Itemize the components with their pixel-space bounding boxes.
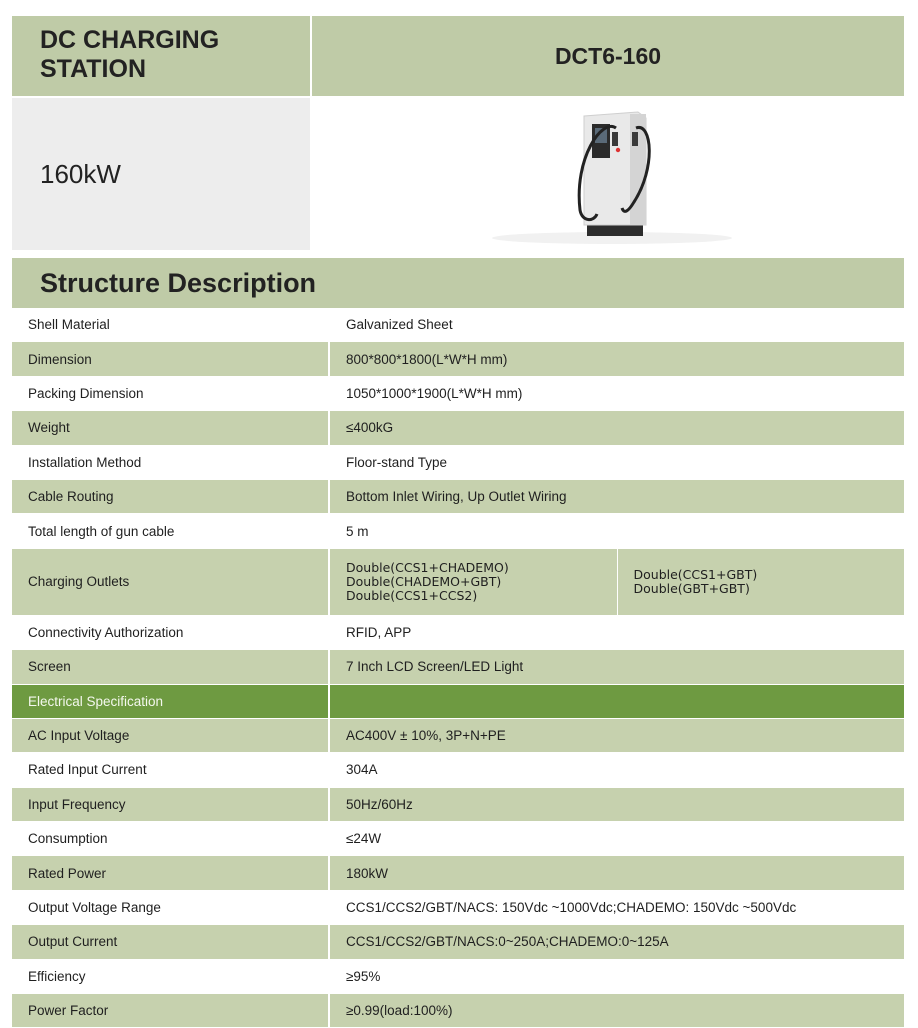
- spec-label: Consumption: [12, 822, 329, 856]
- spec-label: Charging Outlets: [12, 548, 329, 615]
- spec-row: [12, 445, 904, 479]
- product-image-cell: [312, 98, 904, 250]
- spec-label: Rated Input Current: [12, 753, 329, 787]
- spec-value: ≤24W: [329, 822, 904, 856]
- spec-row: [12, 925, 904, 959]
- spec-label: Electrical Specification: [12, 684, 329, 718]
- spec-value: 5 m: [329, 514, 904, 548]
- spec-row: [12, 548, 904, 615]
- spec-label: Cable Routing: [12, 479, 329, 513]
- spec-label: Installation Method: [12, 445, 329, 479]
- spec-value: Galvanized Sheet: [329, 308, 904, 342]
- spec-label: Power Factor: [12, 994, 329, 1028]
- spec-value: ≥0.99(load:100%): [329, 994, 904, 1028]
- spec-label: Packing Dimension: [12, 376, 329, 410]
- spec-row: [12, 959, 904, 993]
- dc-charger-product-image: [312, 98, 904, 250]
- spec-label: Efficiency: [12, 959, 329, 993]
- spec-label: Screen: [12, 650, 329, 684]
- spec-value: [329, 684, 904, 718]
- spec-value: CCS1/CCS2/GBT/NACS:0~250A;CHADEMO:0~125A: [329, 925, 904, 959]
- spec-value: Bottom Inlet Wiring, Up Outlet Wiring: [329, 479, 904, 513]
- spec-label: AC Input Voltage: [12, 718, 329, 752]
- spec-row: [12, 787, 904, 821]
- spec-row: [12, 615, 904, 649]
- spec-row: [12, 890, 904, 924]
- spec-label: Rated Power: [12, 856, 329, 890]
- spec-table: [12, 308, 904, 1028]
- spec-row: [12, 684, 904, 718]
- spec-row: [12, 308, 904, 342]
- spec-value: 50Hz/60Hz: [329, 787, 904, 821]
- spec-value: RFID, APP: [329, 615, 904, 649]
- spec-value: [329, 548, 904, 615]
- spec-value: 7 Inch LCD Screen/LED Light: [329, 650, 904, 684]
- spec-value: AC400V ± 10%, 3P+N+PE: [329, 718, 904, 752]
- section-title: Structure Description: [12, 258, 904, 308]
- spec-row: [12, 650, 904, 684]
- charging-outlets: [346, 549, 904, 615]
- spec-label: Shell Material: [12, 308, 329, 342]
- spec-row: [12, 753, 904, 787]
- spec-value: 180kW: [329, 856, 904, 890]
- spec-label: Total length of gun cable: [12, 514, 329, 548]
- spec-label: Input Frequency: [12, 787, 329, 821]
- spec-value: ≥95%: [329, 959, 904, 993]
- spec-row: [12, 514, 904, 548]
- station-title: DC CHARGING STATION: [12, 16, 310, 96]
- power-rating: 160kW: [12, 98, 310, 250]
- spec-row: [12, 718, 904, 752]
- model-name: DCT6-160: [312, 16, 904, 96]
- spec-value: 304A: [329, 753, 904, 787]
- spec-label: Output Voltage Range: [12, 890, 329, 924]
- spec-row: [12, 822, 904, 856]
- spec-label: Output Current: [12, 925, 329, 959]
- spec-row: [12, 856, 904, 890]
- spec-label: Weight: [12, 411, 329, 445]
- spec-value: 800*800*1800(L*W*H mm): [329, 342, 904, 376]
- spec-row: [12, 479, 904, 513]
- outlets-left: Double(CCS1+CHADEMO) Double(CHADEMO+GBT) Double(CCS1+CCS2): [346, 559, 509, 603]
- spec-row: [12, 342, 904, 376]
- spec-value: ≤400kG: [329, 411, 904, 445]
- spec-label: Connectivity Authorization: [12, 615, 329, 649]
- spec-value: CCS1/CCS2/GBT/NACS: 150Vdc ~1000Vdc;CHADEMO: 150Vdc ~500Vdc: [329, 890, 904, 924]
- spec-row: [12, 376, 904, 410]
- spec-label: Dimension: [12, 342, 329, 376]
- outlets-right: Double(CCS1+GBT) Double(GBT+GBT): [617, 549, 905, 615]
- spec-value: Floor-stand Type: [329, 445, 904, 479]
- spec-value: 1050*1000*1900(L*W*H mm): [329, 376, 904, 410]
- spec-row: [12, 411, 904, 445]
